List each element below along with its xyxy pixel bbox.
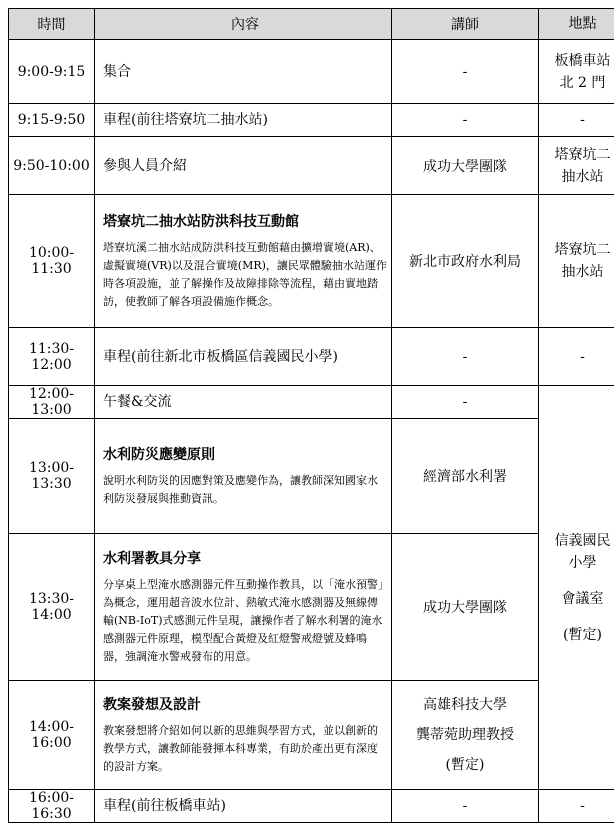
teacher-cell: 經濟部水利署 (392, 419, 539, 534)
place-cell (539, 137, 614, 195)
content-text: 車程(前往新北市板橋區信義國民小學) (103, 348, 338, 365)
place-line: (暫定) (563, 626, 602, 643)
time-cell: 13:00-13:30 (9, 419, 95, 534)
table-row (9, 534, 614, 681)
content-text: 參與人員介紹 (103, 157, 187, 174)
place-line: 抽水站 (561, 264, 604, 280)
teacher-cell: 新北市政府水利局 (392, 195, 539, 328)
teacher-cell: 成功大學團隊 (392, 534, 539, 681)
time-cell: 13:30-14:00 (9, 534, 95, 681)
header-time: 時間 (9, 9, 95, 40)
session-title: 水利防災應變原則 (103, 447, 215, 463)
header-teacher: 講師 (392, 9, 539, 40)
time-cell: 9:00-9:15 (9, 40, 95, 104)
place-line: 抽水站 (561, 168, 604, 185)
content-cell (95, 104, 392, 137)
time-cell: 12:00-13:00 (9, 386, 95, 419)
table-row (9, 104, 614, 137)
time-cell: 11:30-12:00 (9, 328, 95, 386)
session-description: 說明水利防災的因應對策及應變作為，讓教師深知國家水利防災發展與推動資訊。 (103, 474, 378, 505)
session-description: 教案發想將介紹如何以新的思維與學習方式，並以創新的教學方式，讓教師能發揮本科專業，有助於產出更有深度的設計方案。 (103, 724, 378, 773)
time-cell: 14:00-16:00 (9, 681, 95, 790)
table-row (9, 681, 614, 790)
teacher-cell: - (392, 790, 539, 823)
time-cell: 10:00-11:30 (9, 195, 95, 328)
place-line: 信義國民 (554, 532, 611, 549)
table-row (9, 195, 614, 328)
place-cell (539, 40, 614, 104)
header-row (9, 9, 614, 40)
content-text: 集合 (103, 63, 131, 80)
content-cell (95, 195, 392, 328)
session-title: 水利署教具分享 (103, 551, 201, 567)
content-cell (95, 534, 392, 681)
place-line: 塔寮坑二 (554, 146, 611, 163)
table-row (9, 137, 614, 195)
place-cell: - (539, 790, 614, 823)
content-cell (95, 328, 392, 386)
place-line: 北 2 門 (559, 74, 606, 91)
content-cell (95, 790, 392, 823)
session-title: 教案發想及設計 (103, 697, 201, 713)
table-row (9, 40, 614, 104)
merged-place-cell (539, 386, 614, 790)
teacher-cell: - (392, 40, 539, 104)
content-cell (95, 40, 392, 104)
teacher-line: 龔蒂菀助理教授 (416, 727, 514, 743)
table-row (9, 790, 614, 823)
teacher-cell: 成功大學團隊 (392, 137, 539, 195)
teacher-line: (暫定) (445, 757, 485, 773)
teacher-cell (392, 681, 539, 790)
place-line: 小學 (568, 554, 597, 571)
teacher-cell: - (392, 386, 539, 419)
session-title: 塔寮坑二抽水站防洪科技互動館 (103, 214, 299, 230)
table-row (9, 386, 614, 419)
teacher-cell: - (392, 104, 539, 137)
content-cell (95, 386, 392, 419)
content-text: 車程(前往板橋車站) (103, 798, 226, 814)
session-description: 分享桌上型淹水感測器元件互動操作教具，以「淹水預警」為概念，運用超音波水位計、熱敏式淹水感測器及無線傳輸(NB-IoT)式感測元件呈現，讓操作者了解水利署的淹水感測器元件原理，模型配合黃燈及紅燈警戒燈號及蜂鳴器，強調淹水警戒發布的用意。 (103, 578, 384, 663)
place-line: 板橋車站 (554, 52, 611, 69)
place-cell (539, 195, 614, 328)
content-cell (95, 137, 392, 195)
table-row (9, 419, 614, 534)
schedule-wrapper (8, 8, 614, 823)
place-line: 塔寮坑二 (554, 242, 611, 258)
header-content: 內容 (95, 9, 392, 40)
table-row (9, 328, 614, 386)
session-description: 塔寮坑溪二抽水站成防洪科技互動館藉由擴增實境(AR)、虛擬實境(VR)以及混合實境(MR)，讓民眾體驗抽水站運作時各項設施，並了解操作及故障排除等流程，藉由實地踏訪，使教師了解各項設備施作概念。 (103, 241, 387, 308)
content-cell (95, 419, 392, 534)
content-text: 車程(前往塔寮坑二抽水站) (103, 112, 268, 128)
schedule-table (8, 8, 614, 823)
time-cell: 9:15-9:50 (9, 104, 95, 137)
time-cell: 16:00-16:30 (9, 790, 95, 823)
place-cell: - (539, 328, 614, 386)
content-text: 午餐&交流 (103, 394, 172, 410)
place-line: 會議室 (561, 590, 604, 607)
teacher-line: 高雄科技大學 (423, 697, 507, 713)
content-cell (95, 681, 392, 790)
teacher-cell: - (392, 328, 539, 386)
time-cell: 9:50-10:00 (9, 137, 95, 195)
header-place: 地點 (539, 9, 614, 40)
place-cell: - (539, 104, 614, 137)
